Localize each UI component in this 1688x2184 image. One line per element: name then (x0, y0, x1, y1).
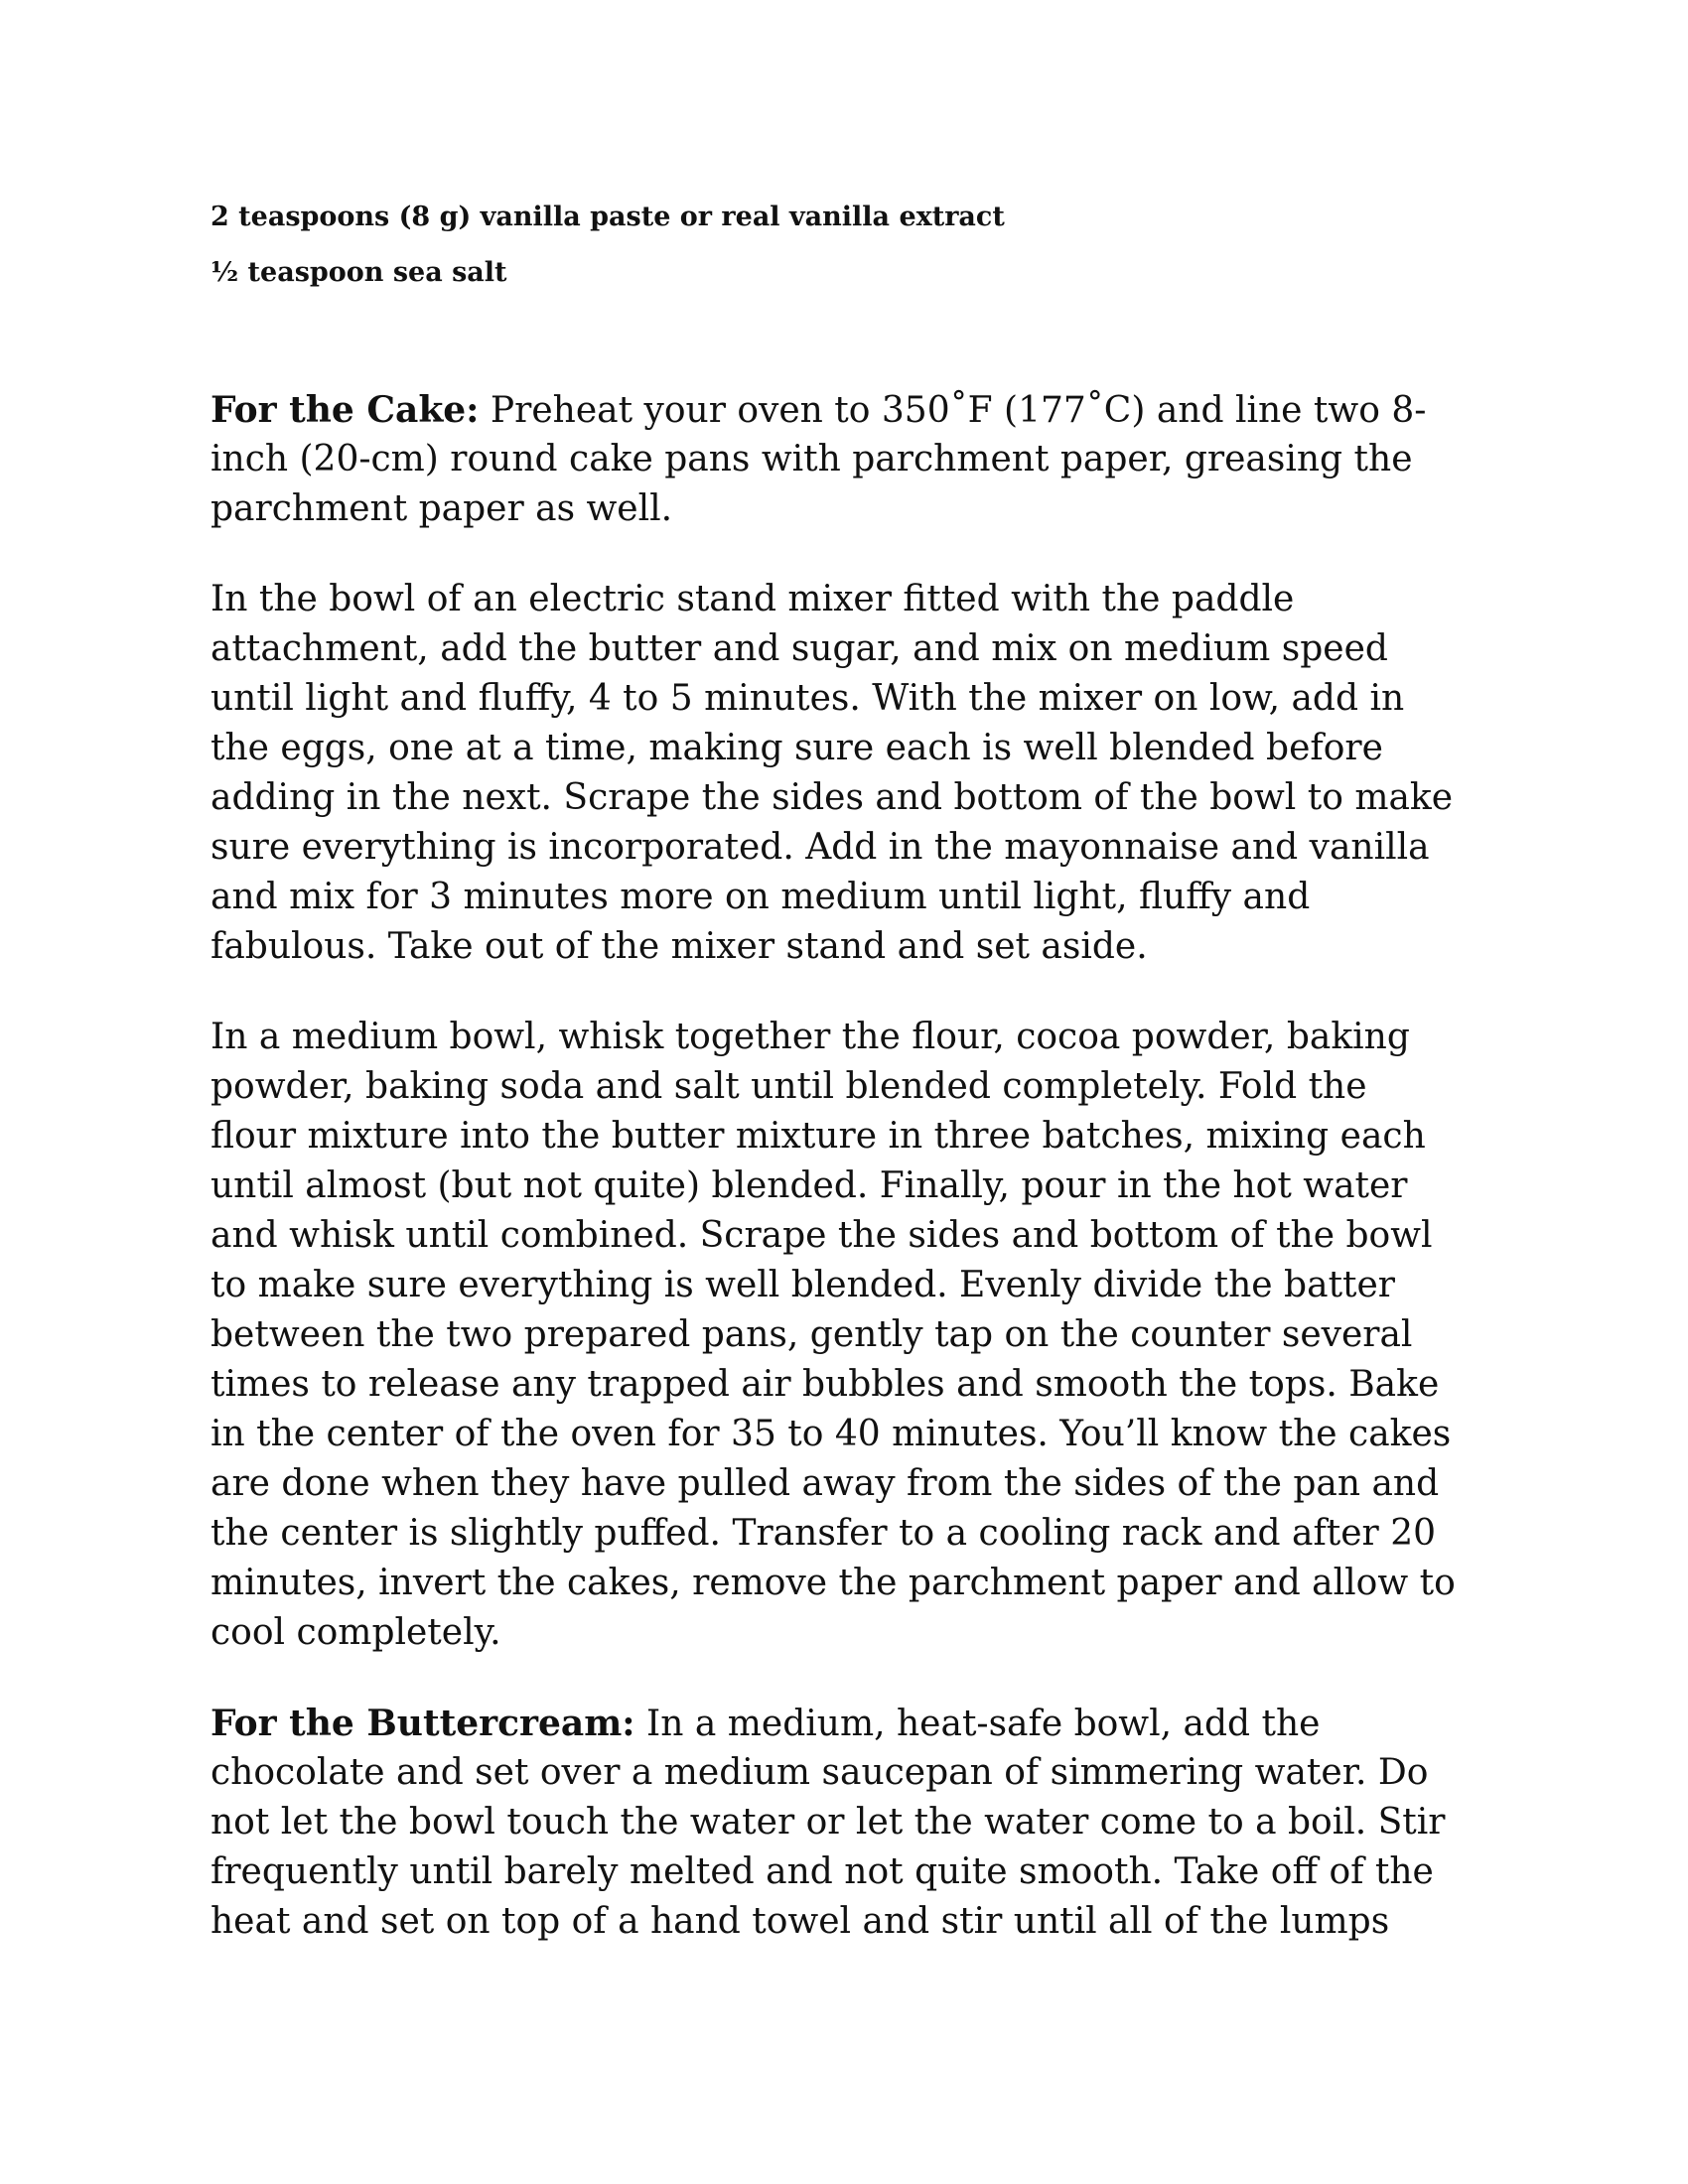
paragraph-line: flour mixture into the butter mixture in three batches, mixing each (211, 1116, 1426, 1157)
paragraph-line (211, 1699, 1501, 1748)
paragraph-line: to make sure everything is well blended. Evenly divide the batter (211, 1265, 1396, 1305)
paragraph-line: and whisk until combined. Scrape the sides and bottom of the bowl (211, 1215, 1433, 1256)
paragraph-line: the center is slightly puffed. Transfer to a cooling rack and after 20 (211, 1513, 1437, 1554)
paragraph-line: sure everything is incorporated. Add in the mayonnaise and vanilla (211, 827, 1430, 868)
paragraph-line: adding in the next. Scrape the sides and bottom of the bowl to make (211, 777, 1454, 818)
paragraph-line: the eggs, one at a time, making sure each is well blended before (211, 728, 1383, 768)
line-text: In a medium, heat-safe bowl, add the (634, 1704, 1321, 1744)
ingredient-list (211, 199, 1501, 310)
paragraph-buttercream (211, 1699, 1501, 1947)
paragraph-line: cool completely. (211, 1612, 501, 1653)
ingredient-line: ½ teaspoon sea salt (211, 257, 507, 288)
paragraph-line: between the two prepared pans, gently tap on the counter several (211, 1314, 1413, 1355)
paragraph-line: heat and set on top of a hand towel and stir until all of the lumps (211, 1901, 1390, 1942)
paragraph-line: not let the bowl touch the water or let the water come to a boil. Stir (211, 1802, 1446, 1843)
paragraph-line: parchment paper as well. (211, 488, 673, 529)
paragraph-cake-prep (211, 385, 1501, 534)
paragraph-dry-ingredients-bake (211, 1013, 1501, 1658)
paragraph-line: powder, baking soda and salt until blended completely. Fold the (211, 1066, 1367, 1107)
paragraph-line: chocolate and set over a medium saucepan of simmering water. Do (211, 1752, 1429, 1793)
line-text: Preheat your oven to 350˚F (177˚C) and line two 8- (479, 390, 1427, 431)
instructions (211, 385, 1501, 1987)
paragraph-line: fabulous. Take out of the mixer stand and set aside. (211, 926, 1148, 967)
paragraph-line: frequently until barely melted and not quite smooth. Take off of the (211, 1851, 1434, 1892)
paragraph-line: until almost (but not quite) blended. Finally, pour in the hot water (211, 1165, 1408, 1206)
paragraph-line: minutes, invert the cakes, remove the parchment paper and allow to (211, 1563, 1456, 1603)
paragraph-line: and mix for 3 minutes more on medium until light, fluffy and (211, 877, 1311, 917)
section-heading-cake: For the Cake: (211, 389, 480, 431)
paragraph-mixing (211, 575, 1501, 972)
paragraph-line: In the bowl of an electric stand mixer fitted with the paddle (211, 579, 1295, 619)
paragraph-line: In a medium bowl, whisk together the flour, cocoa powder, baking (211, 1017, 1410, 1057)
paragraph-line (211, 385, 1501, 435)
ingredient-line: 2 teaspoons (8 g) vanilla paste or real vanilla extract (211, 202, 1005, 232)
paragraph-line: are done when they have pulled away from the sides of the pan and (211, 1463, 1440, 1504)
paragraph-line: times to release any trapped air bubbles and smooth the tops. Bake (211, 1364, 1440, 1405)
paragraph-line: in the center of the oven for 35 to 40 minutes. You’ll know the cakes (211, 1414, 1452, 1454)
section-heading-buttercream: For the Buttercream: (211, 1703, 635, 1744)
paragraph-line: until light and fluffy, 4 to 5 minutes. With the mixer on low, add in (211, 678, 1405, 719)
paragraph-line: attachment, add the butter and sugar, and mix on medium speed (211, 628, 1388, 669)
paragraph-line: inch (20-cm) round cake pans with parchment paper, greasing the (211, 439, 1413, 479)
